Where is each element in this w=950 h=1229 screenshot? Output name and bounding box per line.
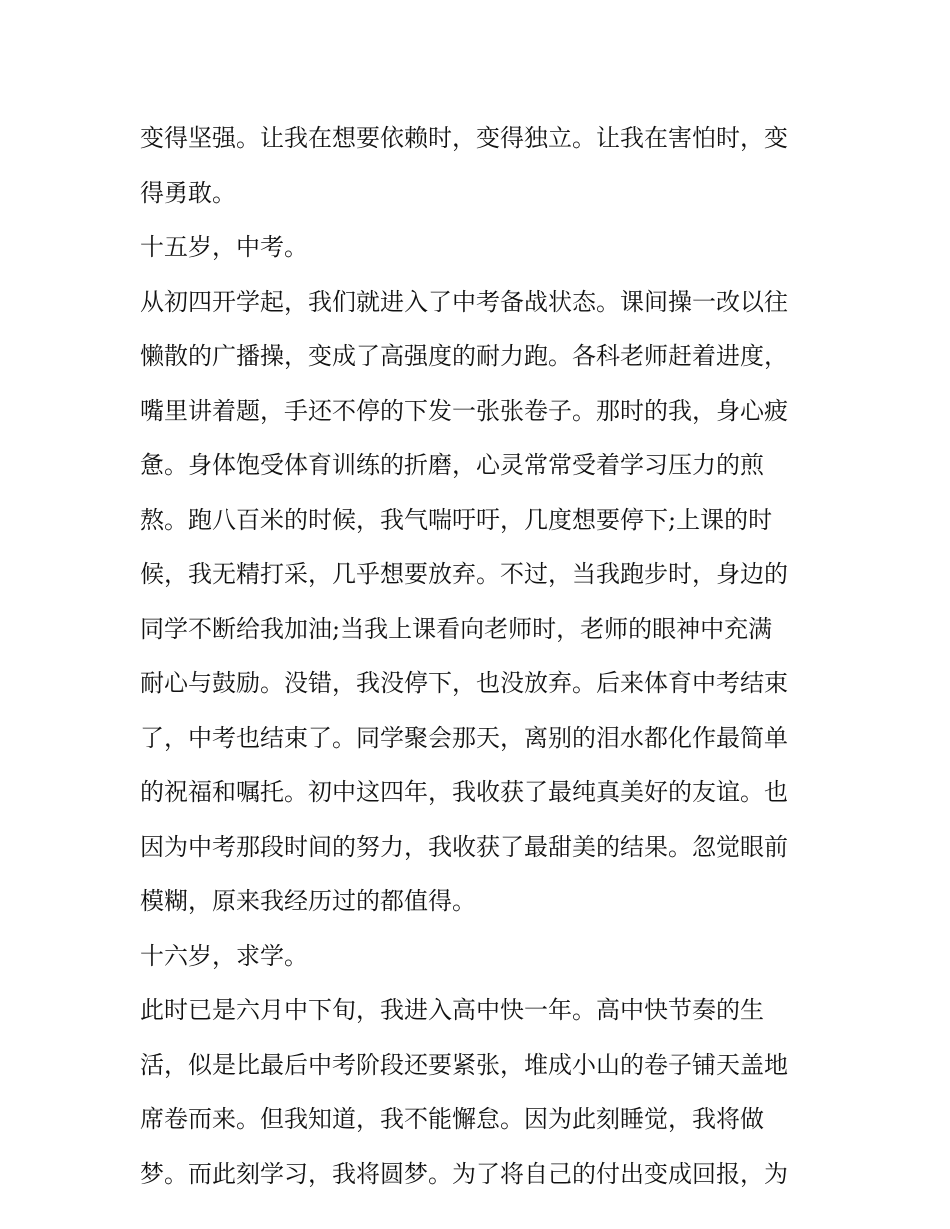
- text-line: 模糊，原来我经历过的都值得。: [140, 887, 476, 915]
- essay-body: [140, 111, 816, 1201]
- text-line: 此时已是六月中下旬，我进入高中快一年。高中快节奏的生: [140, 996, 764, 1024]
- text-line: 从初四开学起，我们就进入了中考备战状态。课间操一改以往: [140, 287, 788, 316]
- text-line: 了，中考也结束了。同学聚会那天，离别的泪水都化作最简单: [140, 723, 788, 752]
- text-line: 活，似是比最后中考阶段还要紧张，堆成小山的卷子铺天盖地: [140, 1050, 788, 1079]
- text-line: 得勇敢。: [140, 178, 236, 207]
- text-line: 候，我无精打采，几乎想要放弃。不过，当我跑步时，身边的: [140, 560, 788, 588]
- text-line: 嘴里讲着题，手还不停的下发一张张卷子。那时的我，身心疲: [140, 396, 788, 425]
- text-line: 席卷而来。但我知道，我不能懈怠。因为此刻睡觉，我将做: [140, 1105, 764, 1133]
- section-heading: 十六岁，求学。: [140, 941, 308, 970]
- text-line: 惫。身体饱受体育训练的折磨，心灵常常受着学习压力的煎: [140, 451, 764, 479]
- text-line: 耐心与鼓励。没错，我没停下，也没放弃。后来体育中考结束: [140, 669, 788, 697]
- text-line: 懒散的广播操，变成了高强度的耐力跑。各科老师赶着进度，: [140, 342, 788, 370]
- section-heading: 十五岁，中考。: [140, 233, 308, 261]
- text-line: 同学不断给我加油;当我上课看向老师时，老师的眼神中充满: [140, 614, 773, 643]
- text-line: 因为中考那段时间的努力，我收获了最甜美的结果。忽觉眼前: [140, 832, 788, 861]
- text-line: 熬。跑八百米的时候，我气喘吁吁，几度想要停下;上课的时: [140, 505, 773, 534]
- text-line: 梦。而此刻学习，我将圆梦。为了将自己的付出变成回报，为: [140, 1159, 788, 1188]
- text-line: 的祝福和嘱托。初中这四年，我收获了最纯真美好的友谊。也: [140, 778, 788, 806]
- text-line: 变得坚强。让我在想要依赖时，变得独立。让我在害怕时，变: [140, 124, 788, 152]
